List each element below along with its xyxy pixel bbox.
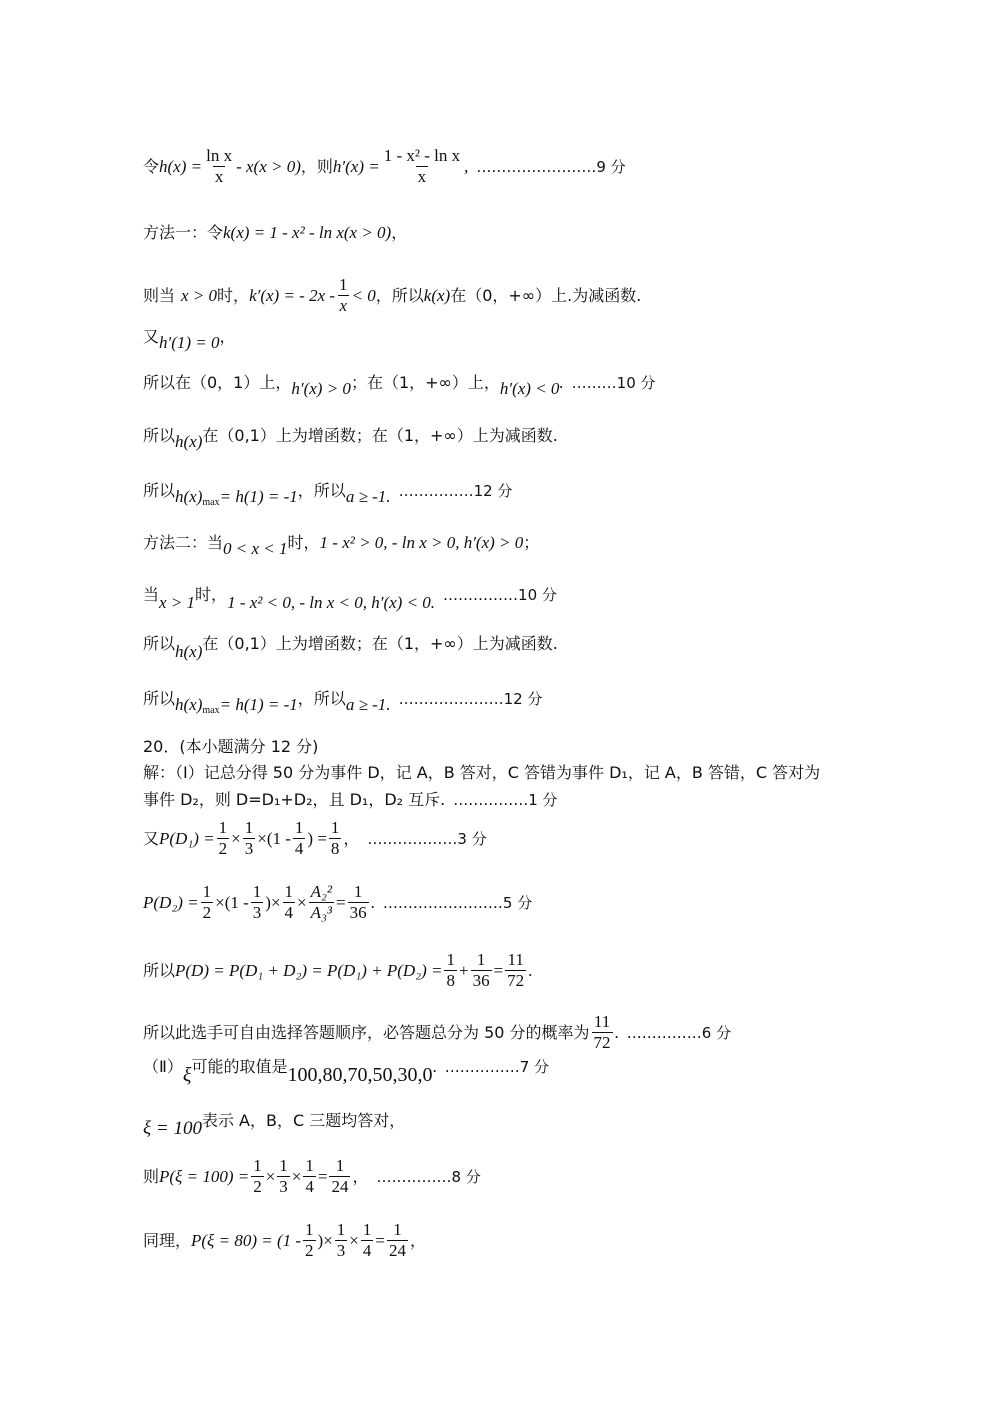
math: - x(x > 0): [236, 156, 301, 176]
fraction: [387, 1220, 408, 1261]
text: 则当: [143, 285, 176, 305]
denominator: 4: [284, 903, 294, 922]
math: P(ξ = 80) = (1 -: [191, 1230, 302, 1250]
denominator: x: [339, 296, 348, 315]
numerator: 1: [446, 950, 455, 969]
fraction: [201, 882, 214, 923]
line-probability-result: [143, 1012, 731, 1053]
math: ×: [349, 1230, 359, 1250]
numerator: 1: [202, 882, 212, 901]
score-marker: ……………7 分: [444, 1058, 550, 1076]
denominator: 3: [279, 1177, 288, 1196]
fraction: [217, 818, 230, 859]
problem-20-title: [143, 736, 318, 758]
line-h-prime-one: [143, 326, 236, 352]
denominator: 24: [388, 1241, 406, 1260]
math: ξ = 100: [143, 1118, 202, 1139]
math: h(x): [175, 487, 203, 506]
fraction: [329, 1156, 350, 1197]
denominator: A₃³: [310, 903, 333, 922]
denominator: x: [417, 167, 427, 186]
math: 1 - x² > 0, - ln x > 0, h′(x) > 0: [319, 533, 524, 552]
math: ξ: [182, 1064, 192, 1086]
score-marker: ……………………5 分: [382, 893, 533, 912]
text: 所以: [143, 481, 176, 500]
text: 在（0,1）上为增函数；在（1，+∞）上为减函数.: [202, 426, 558, 445]
math: +: [458, 960, 469, 980]
numerator: 1: [252, 882, 262, 901]
math: ×: [297, 892, 307, 912]
numerator: 1: [362, 1220, 372, 1239]
math: .: [614, 1022, 619, 1042]
numerator: 1: [294, 818, 304, 837]
math: ×: [291, 1166, 302, 1186]
fraction: [251, 882, 264, 923]
numerator: 1: [218, 818, 228, 837]
numerator: 1: [305, 1220, 314, 1239]
text: ，所以: [297, 481, 346, 500]
fraction: [444, 950, 457, 991]
text: 令: [143, 156, 160, 176]
numerator: ln x: [206, 146, 233, 165]
math: h′(1) = 0: [159, 333, 220, 352]
line-k-derivative: [143, 275, 641, 316]
math: k(x): [423, 285, 451, 305]
fraction: [293, 818, 306, 859]
math: )×: [265, 892, 281, 912]
math: x > 1: [159, 593, 196, 612]
math: P(D₁) =: [159, 828, 215, 848]
score-marker: …………………12 分: [398, 690, 543, 708]
math: .: [432, 1057, 437, 1076]
math: P(ξ = 100) =: [159, 1166, 250, 1186]
math: h(x) =: [159, 156, 203, 176]
text: 方法一：令: [143, 223, 224, 242]
text: ，: [219, 327, 236, 346]
fraction: [309, 882, 334, 923]
line-method-two-b: [143, 584, 557, 612]
fraction: [592, 1012, 613, 1053]
line-p-d1: [143, 818, 487, 859]
denominator: 8: [446, 971, 455, 990]
line-event-d2: [143, 789, 558, 811]
denominator: 3: [336, 1241, 346, 1260]
math: h′(x) =: [332, 156, 380, 176]
fraction: [283, 882, 296, 923]
math: =: [375, 1230, 385, 1250]
line-sign-h-prime: [143, 372, 656, 398]
denominator: 4: [305, 1177, 314, 1196]
numerator: 1 - x² - ln x: [383, 146, 461, 165]
numerator: 1: [279, 1156, 288, 1175]
math: 100,80,70,50,30,0: [287, 1064, 433, 1086]
text: 解：（Ⅰ）记总分得 50 分为事件 D，记 A，B 答对，C 答错为事件 D₁，记 A，B 答错，C 答对为: [143, 763, 821, 782]
line-p-xi-100: [143, 1156, 481, 1197]
text: ；在（1，+∞）上，: [350, 373, 500, 392]
text: 事件 D₂，则 D=D₁+D₂，且 D₁，D₂ 互斥.: [143, 790, 446, 809]
numerator: A₂²: [310, 882, 333, 901]
denominator: 8: [330, 839, 340, 858]
denominator: 2: [202, 903, 212, 922]
denominator: 36: [472, 971, 490, 990]
score-marker: ……………1 分: [453, 791, 558, 809]
math: h′(x) < 0: [499, 379, 560, 398]
score-marker: ……………8 分: [376, 1167, 481, 1186]
text: 所以在（0，1）上，: [143, 373, 292, 392]
fraction: [471, 950, 492, 991]
denominator: 72: [507, 971, 525, 990]
fraction: [329, 818, 342, 859]
line-solution-intro: [143, 762, 820, 784]
denominator: 4: [294, 839, 304, 858]
fraction: [277, 1156, 290, 1197]
fraction: [303, 1220, 316, 1261]
math: 0 < x < 1: [223, 539, 288, 558]
numerator: 1: [476, 950, 486, 969]
math: P(D) = P(D₁ + D₂) = P(D₁) + P(D₂) =: [175, 960, 443, 980]
text: 时，: [195, 585, 228, 604]
text: 时，: [217, 285, 250, 305]
math: ×: [265, 1166, 276, 1186]
numerator: 1: [339, 275, 348, 294]
math: a ≥ -1.: [345, 695, 391, 714]
math: h(x): [175, 642, 203, 661]
text: 所以: [143, 960, 176, 980]
text: 表示 A，B，C 三题均答对，: [201, 1111, 406, 1130]
text: ，所以: [297, 689, 346, 708]
fraction: [337, 275, 350, 316]
numerator: 11: [507, 950, 524, 969]
line-xi-100: [143, 1110, 406, 1139]
math: ×(1 -: [257, 828, 291, 848]
score-marker: ………………3 分: [367, 829, 487, 848]
math: ×: [231, 828, 241, 848]
line-p-d2: [143, 882, 532, 923]
numerator: 1: [305, 1156, 314, 1175]
math: .: [559, 373, 564, 392]
text: 当: [143, 585, 160, 604]
numerator: 1: [253, 1156, 262, 1175]
text: 则: [143, 1166, 160, 1186]
math: P(D₂) =: [143, 892, 199, 912]
line-p-d-total: [143, 950, 532, 991]
text: （Ⅱ）: [143, 1057, 183, 1076]
math: ×(1 -: [215, 892, 249, 912]
fraction: [505, 950, 526, 991]
text: ，: [409, 1230, 426, 1250]
math: .: [430, 593, 436, 612]
denominator: 2: [218, 839, 228, 858]
fraction: [204, 146, 234, 187]
denominator: 4: [362, 1241, 372, 1260]
line-method-two: [143, 532, 540, 558]
text: 时，: [287, 533, 320, 552]
text: 可能的取值是: [191, 1057, 288, 1076]
math: ,: [464, 156, 469, 176]
math: = h(1) = -1: [219, 487, 298, 506]
numerator: 1: [284, 882, 294, 901]
text: 在（0，+∞）上.为减函数.: [450, 285, 642, 305]
score-marker: ……………10 分: [443, 586, 557, 604]
score-marker: ………10 分: [571, 374, 656, 392]
subscript: max: [202, 705, 220, 716]
line-xi-values: [143, 1056, 550, 1086]
text: 20．(本小题满分 12 分): [143, 737, 319, 756]
math: ) =: [307, 828, 327, 848]
denominator: 36: [349, 903, 367, 922]
text: ，所以: [375, 285, 424, 305]
subscript: max: [202, 497, 220, 508]
text: 又: [143, 327, 160, 346]
line-method-one: [143, 222, 407, 244]
math: )×: [317, 1230, 333, 1250]
text: 同理，: [143, 1230, 192, 1250]
math: .: [370, 892, 375, 912]
score-marker: ……………6 分: [626, 1023, 732, 1042]
fraction: [335, 1220, 348, 1261]
score-marker: ……………………9 分: [476, 157, 626, 176]
numerator: 1: [335, 1156, 345, 1175]
numerator: 1: [353, 882, 363, 901]
score-marker: ……………12 分: [398, 482, 513, 500]
text: 又: [143, 828, 160, 848]
numerator: 11: [593, 1012, 611, 1031]
math: < 0: [351, 285, 376, 305]
numerator: 1: [336, 1220, 346, 1239]
text: 在（0,1）上为增函数；在（1，+∞）上为减函数.: [202, 634, 558, 653]
text: ，: [343, 828, 360, 848]
math: 1 - x² < 0, - ln x < 0, h′(x) < 0: [227, 593, 431, 612]
text: ，: [352, 1166, 369, 1186]
text: ，: [391, 223, 408, 242]
fraction: [251, 1156, 264, 1197]
math: k(x) = 1 - x² - ln x(x > 0): [223, 223, 392, 242]
denominator: 2: [253, 1177, 262, 1196]
line-max-1: [143, 480, 513, 508]
text: 所以: [143, 689, 176, 708]
line-monotonic-2: [143, 633, 558, 661]
denominator: x: [214, 167, 224, 186]
text: ，则: [300, 156, 333, 176]
math: k′(x) = - 2x -: [249, 285, 336, 305]
numerator: 1: [244, 818, 254, 837]
math: .: [528, 960, 533, 980]
math: = h(1) = -1: [219, 695, 298, 714]
fraction: [348, 882, 369, 923]
math: a ≥ -1.: [345, 487, 391, 506]
fraction: [361, 1220, 374, 1261]
denominator: 24: [331, 1177, 349, 1196]
text: 所以此选手可自由选择答题顺序，必答题总分为 50 分的概率为: [143, 1022, 590, 1042]
numerator: 1: [393, 1220, 402, 1239]
line-h-definition: [143, 146, 626, 187]
denominator: 3: [252, 903, 262, 922]
text: ；: [523, 533, 540, 552]
fraction: [382, 146, 462, 187]
numerator: 1: [330, 818, 340, 837]
denominator: 3: [244, 839, 254, 858]
math: h(x): [175, 432, 203, 451]
denominator: 72: [593, 1033, 611, 1052]
line-p-xi-80: [143, 1220, 426, 1261]
math: =: [317, 1166, 328, 1186]
text: 所以: [143, 426, 176, 445]
math: =: [336, 892, 346, 912]
fraction: [243, 818, 256, 859]
line-max-2: [143, 688, 543, 716]
line-monotonic-1: [143, 425, 558, 451]
denominator: 2: [305, 1241, 314, 1260]
fraction: [303, 1156, 316, 1197]
text: 方法二：当: [143, 533, 224, 552]
math: h′(x) > 0: [291, 379, 351, 398]
math: x > 0: [181, 285, 218, 305]
math: =: [493, 960, 504, 980]
math: h(x): [175, 695, 203, 714]
text: 所以: [143, 634, 176, 653]
